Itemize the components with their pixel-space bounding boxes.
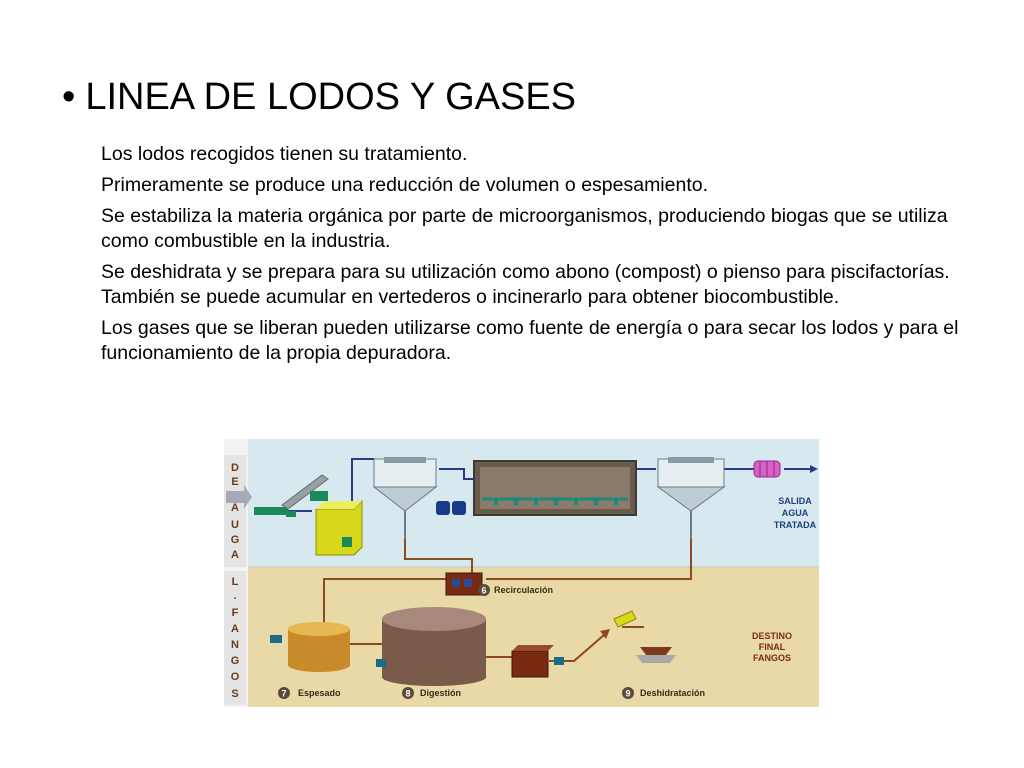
outlet-label-line-3: TRATADA <box>773 520 817 530</box>
sludge-letter-3: F <box>231 607 239 619</box>
step-8-number: 8 <box>405 688 411 699</box>
water-letter-3: A <box>231 502 239 514</box>
destination-label-line-1: DESTINO <box>751 631 793 641</box>
slide-title <box>62 74 576 120</box>
paragraph-5: Los gases que se liberan pueden utilizarse como fuente de energía o para secar los lodos y para el funcionamiento de la propia depuradora. <box>101 317 959 364</box>
step-8-label: Digestión <box>420 688 462 698</box>
digester-tank <box>382 607 486 686</box>
thickener-tank <box>288 622 350 672</box>
grit-chamber <box>316 501 362 555</box>
storage-pump-icon <box>554 657 564 665</box>
outlet-label-line-1: SALIDA <box>778 496 812 506</box>
paragraph-3: Se estabiliza la materia orgánica por parte de microorganismos, produciendo biogas que se utiliza como combustible en la industria. <box>101 205 948 252</box>
title-text: LINEA DE LODOS Y GASES <box>85 76 577 118</box>
sludge-letter-6: G <box>230 655 240 667</box>
paragraph-1: Los lodos recogidos tienen su tratamiento. <box>101 143 468 165</box>
step-7 <box>278 687 341 699</box>
step-6-number: 6 <box>481 585 487 596</box>
sludge-letter-4: A <box>231 623 239 635</box>
sludge-letter-2: . <box>233 590 237 602</box>
sludge-letter-5: N <box>231 639 239 651</box>
disinfection-unit <box>754 461 780 477</box>
diagram-svg <box>224 439 819 707</box>
recirculation-pump <box>446 573 482 595</box>
water-letter-1: D <box>231 462 239 474</box>
sludge-storage-box <box>512 645 554 677</box>
paragraph-4: Se deshidrata y se prepara para su utilización como abono (compost) o pienso para piscifactorías. También se puede acumular en vertederos o incinerarlo para obtener biocombustible. <box>101 261 950 308</box>
step-6-label: Recirculación <box>494 585 554 595</box>
destination-label-line-2: FINAL <box>758 642 786 652</box>
water-letter-5: G <box>230 534 240 546</box>
paragraph-2: Primeramente se produce una reducción de volumen o espesamiento. <box>101 174 709 196</box>
step-7-number: 7 <box>281 688 287 699</box>
thickener-pump-icon <box>270 635 282 643</box>
step-7-label: Espesado <box>298 688 341 698</box>
step-9-number: 9 <box>625 688 631 699</box>
sludge-letter-7: O <box>230 671 240 683</box>
water-letter-2: E <box>231 476 239 488</box>
title-bullet: • <box>62 76 76 118</box>
treatment-plant-diagram <box>224 439 819 707</box>
outlet-label-line-2: AGUA <box>781 508 809 518</box>
step-8 <box>402 687 461 699</box>
water-letter-6: A <box>231 549 239 561</box>
digester-pump-icon <box>376 659 386 667</box>
sludge-letter-8: S <box>231 688 239 700</box>
water-letter-4: U <box>231 519 239 531</box>
aeration-basin <box>474 461 636 515</box>
body-text <box>101 142 981 372</box>
step-9-label: Deshidratación <box>640 688 706 698</box>
destination-label-line-3: FANGOS <box>752 653 792 663</box>
sludge-letter-1: L <box>231 576 239 588</box>
